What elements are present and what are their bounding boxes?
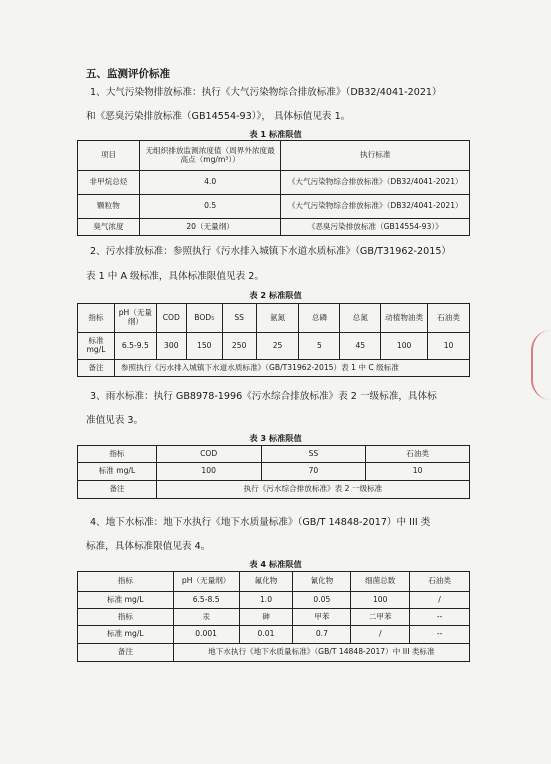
table-row (78, 626, 470, 644)
table-note-label: 备注 (78, 481, 157, 499)
table-3-caption: 表 3 标准限值 (249, 433, 302, 443)
table-header: 动植物油类 (381, 304, 428, 333)
paragraph-4-line-2: 标准，具体标准限值见表 4。 (86, 541, 211, 552)
table-cell: 臭气浓度 (78, 219, 140, 236)
table-cell: 0.7 (293, 626, 351, 644)
table-cell: 1.0 (239, 592, 293, 609)
table-header: 指标 (78, 446, 157, 463)
table-cell: 0.05 (293, 592, 351, 609)
table-cell: 100 (351, 592, 410, 609)
table-cell: 6.5-8.5 (173, 592, 239, 609)
table-header: 总磷 (299, 304, 340, 333)
table-row (78, 446, 470, 463)
table-header: 砷 (239, 609, 293, 626)
table-cell: / (410, 592, 470, 609)
table-row (78, 360, 470, 377)
paragraph-1-line-1: 1、大气污染物排放标准：执行《大气污染物综合排放标准》（DB32/4041-2021） (90, 87, 442, 98)
paragraph-3-line-1: 3、雨水标准：执行 GB8978-1996《污水综合排放标准》表 2 一级标准，具体标 (90, 391, 437, 402)
section-title: 五、监测评价标准 (86, 68, 170, 80)
table-cell: 0.001 (173, 626, 239, 644)
table-cell: 10 (428, 333, 470, 360)
table-header: 二甲苯 (351, 609, 410, 626)
paragraph-1-line-2: 和《恶臭污染排放标准（GB14554-93）》， 具体标值见表 1。 (86, 111, 351, 122)
table-header: 细菌总数 (351, 572, 410, 592)
table-4-caption: 表 4 标准限值 (249, 559, 302, 569)
table-row (78, 333, 470, 360)
table-2 (77, 303, 470, 377)
table-header: 指标 (78, 609, 174, 626)
table-cell: 《大气污染物综合排放标准》（DB32/4041-2021） (281, 195, 470, 219)
table-header: COD (156, 304, 186, 333)
table-cell: 20（无量纲） (139, 219, 281, 236)
table-row (78, 592, 470, 609)
table-header: 石油类 (428, 304, 470, 333)
table-1 (77, 140, 470, 236)
table-header: 氰化物 (293, 572, 351, 592)
table-cell: 标准 mg/L (78, 333, 115, 360)
table-row (78, 644, 470, 662)
table-cell: 6.5-9.5 (114, 333, 156, 360)
table-cell: 5 (299, 333, 340, 360)
table-row (78, 481, 470, 499)
table-header: 石油类 (366, 446, 470, 463)
table-note-label: 备注 (78, 360, 115, 377)
table-cell: 45 (340, 333, 381, 360)
table-note: 地下水执行《地下水质量标准》（GB/T 14848-2017）中 III 类标准 (173, 644, 469, 662)
table-cell: 300 (156, 333, 186, 360)
table-cell: / (351, 626, 410, 644)
table-cell: 《大气污染物综合排放标准》（DB32/4041-2021） (281, 171, 470, 195)
table-cell: 100 (381, 333, 428, 360)
table-header: pH（无量纲） (173, 572, 239, 592)
paragraph-4-line-1: 4、地下水标准：地下水执行《地下水质量标准》（GB/T 14848-2017）中 III 类 (90, 517, 431, 528)
table-cell: 25 (256, 333, 299, 360)
table-3 (77, 445, 470, 499)
table-cell: 70 (261, 463, 366, 481)
table-header: COD (156, 446, 261, 463)
table-header: -- (410, 609, 470, 626)
table-row (78, 463, 470, 481)
table-cell: 非甲烷总烃 (78, 171, 140, 195)
table-cell: 标准 mg/L (78, 592, 174, 609)
table-row (78, 195, 470, 219)
paragraph-2-line-1: 2、污水排放标准：参照执行《污水排入城镇下水道水质标准》（GB/T31962-2015） (90, 246, 452, 257)
table-4 (77, 571, 470, 662)
table-header: 氟化物 (239, 572, 293, 592)
table-header: SS (222, 304, 256, 333)
table-cell: 0.5 (139, 195, 281, 219)
table-header: 氨氮 (256, 304, 299, 333)
table-header: 无组织排放监测浓度值（周界外浓度最高点（mg/m³）） (139, 141, 281, 171)
red-stamp-edge (531, 330, 551, 400)
table-cell: 标准 mg/L (78, 626, 174, 644)
table-header: 指标 (78, 572, 174, 592)
table-2-caption: 表 2 标准限值 (249, 290, 302, 300)
table-cell: 《恶臭污染排放标准（GB14554-93）》 (281, 219, 470, 236)
table-header: pH（无量纲） (114, 304, 156, 333)
table-header: 执行标准 (281, 141, 470, 171)
table-cell: 150 (186, 333, 222, 360)
table-cell: 4.0 (139, 171, 281, 195)
table-note-label: 备注 (78, 644, 174, 662)
table-note: 执行《污水综合排放标准》表 2 一级标准 (156, 481, 469, 499)
table-cell: 10 (366, 463, 470, 481)
table-row (78, 572, 470, 592)
table-header: 石油类 (410, 572, 470, 592)
table-cell: 0.01 (239, 626, 293, 644)
table-header: 总氮 (340, 304, 381, 333)
table-header: 项目 (78, 141, 140, 171)
table-cell: 100 (156, 463, 261, 481)
table-header: BOD₅ (186, 304, 222, 333)
paragraph-3-line-2: 准值见表 3。 (86, 415, 144, 426)
table-row (78, 609, 470, 626)
table-header: 甲苯 (293, 609, 351, 626)
table-row (78, 219, 470, 236)
table-cell: -- (410, 626, 470, 644)
table-row (78, 304, 470, 333)
paragraph-2-line-2: 表 1 中 A 级标准，具体标准限值见表 2。 (86, 271, 264, 282)
table-cell: 标准 mg/L (78, 463, 157, 481)
table-note: 参照执行《污水排入城镇下水道水质标准》（GB/T31962-2015）表 1 中 C 级标准 (114, 360, 469, 377)
table-1-caption: 表 1 标准限值 (249, 129, 302, 139)
table-header: 汞 (173, 609, 239, 626)
table-header: SS (261, 446, 366, 463)
table-row (78, 171, 470, 195)
table-cell: 250 (222, 333, 256, 360)
table-header: 指标 (78, 304, 115, 333)
table-row (78, 141, 470, 171)
table-cell: 颗粒物 (78, 195, 140, 219)
